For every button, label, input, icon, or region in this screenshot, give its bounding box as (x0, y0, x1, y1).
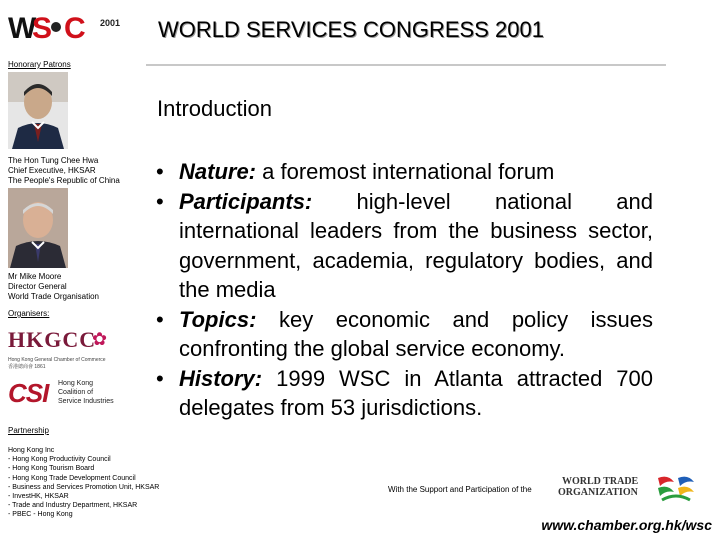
patron1-caption: The Hon Tung Chee Hwa Chief Executive, HKSAR The People's Republic of China (8, 156, 120, 185)
bullet-term: Nature: (179, 159, 257, 184)
bullet-text: key economic and policy issues confronting the global service economy. (179, 306, 653, 361)
list-item: - PBEC - Hong Kong (8, 511, 73, 519)
partners-list (8, 446, 159, 520)
bullet-text: 1999 WSC in Atlanta attracted 700 delegates from 53 jurisdictions. (179, 365, 653, 420)
hkgcc-subtitle: Hong Kong General Chamber of Commerce (8, 357, 106, 363)
list-item: - InvestHK, HKSAR (8, 493, 69, 501)
patron1-photo (8, 72, 68, 149)
patron2-caption: Mr Mike Moore Director General World Trade Organisation (8, 272, 100, 301)
logo-dot (51, 22, 61, 32)
section-heading: Introduction (157, 96, 272, 121)
wto-logo (558, 474, 698, 504)
bullet-item-participants (155, 187, 653, 305)
wto-line-1: WORLD TRADE (562, 476, 639, 487)
page-title: WORLD SERVICES CONGRESS 2001 (158, 17, 544, 42)
logo-letter-c: C (64, 12, 86, 45)
bullet-icon: • (156, 159, 164, 184)
bullet-icon: • (156, 365, 164, 391)
wto-line-2: ORGANIZATION (558, 487, 638, 498)
wto-emblem-icon (654, 472, 698, 506)
csi-logo (8, 378, 118, 410)
csi-line-1: Hong Kong (58, 380, 94, 387)
bullet-term: Topics: (179, 306, 257, 332)
hkgcc-subtitle-chinese: 香港總商會 1861 (8, 364, 46, 370)
bullet-item-topics (155, 305, 653, 364)
bullet-text: high-level national and international leaders from the business sector, government, academia, regulatory bodies, and the media (179, 188, 653, 302)
bullet-icon: • (156, 306, 164, 332)
list-item: - Hong Kong Tourism Board (8, 465, 95, 473)
csi-line-3: Service Industries (58, 398, 114, 405)
list-item: - Trade and Industry Department, HKSAR (8, 502, 138, 510)
hkgcc-flower-icon: ✿ (92, 329, 108, 349)
csi-logo-text: CSI (8, 378, 49, 408)
bullet-item-nature (155, 157, 653, 187)
bullet-text: a foremost international forum (256, 159, 555, 184)
bullet-term: Participants: (179, 188, 313, 214)
support-text: With the Support and Participation of the (388, 485, 532, 494)
bullet-item-history (155, 364, 653, 423)
hkgcc-logo-text: HKGCC (8, 327, 97, 352)
logo-letter-s: S (32, 12, 53, 45)
logo-letter-w: W (8, 12, 35, 45)
partnership-label: Partnership (8, 426, 49, 435)
honorary-patrons-label: Honorary Patrons (8, 60, 71, 69)
list-item: Hong Kong Inc (8, 447, 55, 454)
wsc-logo (8, 12, 126, 46)
bullet-icon: • (156, 188, 164, 214)
website-link[interactable]: www.chamber.org.hk/wsc (541, 517, 712, 533)
organisers-label: Organisers: (8, 309, 50, 318)
logo-year: 2001 (100, 18, 121, 28)
title-divider (146, 64, 666, 66)
bullet-list (155, 157, 653, 423)
hkgcc-logo (8, 327, 108, 373)
patron2-photo (8, 188, 68, 268)
list-item: - Business and Services Promotion Unit, HKSAR (8, 483, 160, 491)
list-item: - Hong Kong Productivity Council (8, 456, 111, 464)
bullet-term: History: (179, 365, 263, 391)
list-item: - Hong Kong Trade Development Council (8, 474, 136, 482)
csi-line-2: Coalition of (58, 389, 94, 396)
